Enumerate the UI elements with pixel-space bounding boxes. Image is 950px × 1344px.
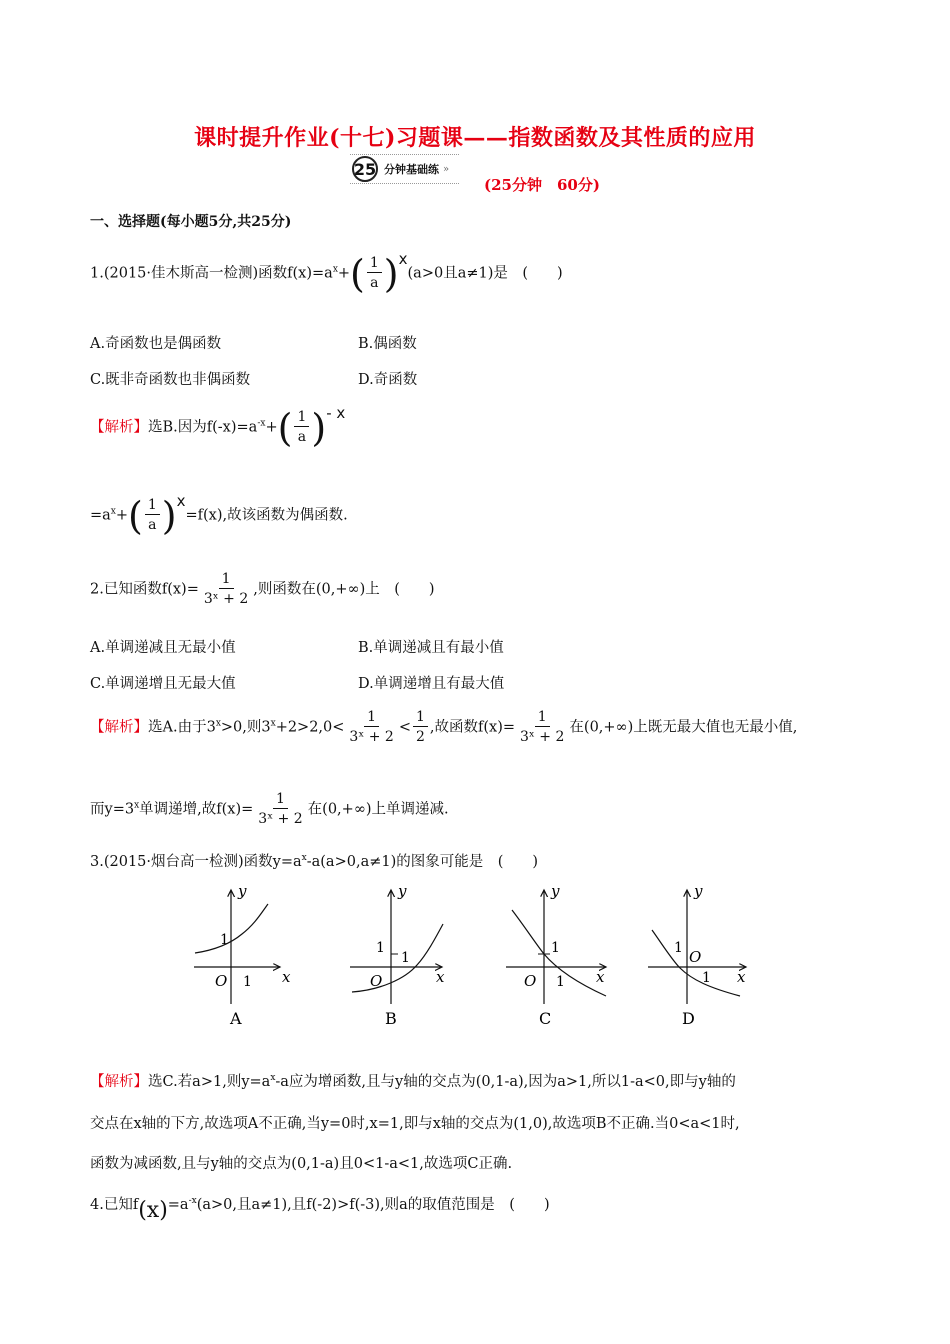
q1-option-d: D.奇函数 — [358, 372, 418, 388]
tick-label-y: 1 — [376, 940, 385, 956]
badge-number: 25 — [352, 156, 378, 182]
analysis-tag: 【解析】 — [90, 719, 148, 736]
graph-a — [194, 882, 291, 1028]
q1-stem: 1.(2015·佳木斯高一检测)函数$f(x)=a^x+$ ( $\frac{1}{a}$ ) x(a>0且a≠1)是 ( ) — [90, 249, 563, 296]
graph-label: D — [682, 1009, 695, 1028]
axis-label-y: y — [398, 882, 407, 900]
axis-label-x: x — [436, 968, 445, 986]
q4-stem: 4.已知$f(x)=a^{-x}(a>0$,且a≠1),且f(-2)>f(-3),则a的取值范围是 ( ) — [90, 1196, 550, 1223]
page-title: 课时提升作业(十七)习题课——指数函数及其性质的应用 — [194, 125, 756, 151]
axis-label-y: y — [238, 882, 247, 900]
tick-label-x: 1 — [243, 974, 252, 990]
q2-option-d: D.单调递增且有最大值 — [358, 676, 505, 692]
origin-label: O — [524, 972, 537, 990]
origin-label: O — [370, 972, 383, 990]
q2-analysis: 【解析】选A.由于$3^x>0$,则$3^x+2>2,0<$ $\frac{1}{\text{3ˣ + 2}}$ < $\frac{1}{2}$ ,故函数f(x)= $\frac{1}{\text{3ˣ + 2}}$ 在(0,+∞)上既无最大值也无最小值, — [90, 709, 798, 745]
origin-label: O — [689, 948, 702, 966]
graph-c — [506, 882, 606, 1028]
q1-option-c: C.既非奇函数也非偶函数 — [90, 372, 251, 388]
axis-label-y: y — [694, 882, 703, 900]
axis-label-x: x — [596, 968, 605, 986]
analysis-tag: 【解析】 — [90, 1074, 148, 1090]
time-badge — [352, 156, 449, 182]
chevron-right-icon: » — [443, 163, 450, 175]
q3-analysis: 【解析】选C.若a>1,则$y=a^x-a$应为增函数,且与y轴的交点为(0,1-a),因为a>1,所以1-a<0,即与y轴的 — [90, 1073, 736, 1090]
graph-d — [648, 882, 746, 1028]
q3-stem: 3.(2015·烟台高一检测)函数$y=a^x-a(a>0,a\ne 1)$的图象可能是 ( ) — [90, 853, 539, 870]
q1-analysis: 【解析】选B.因为$f(-x)=a^{-x}+$ ( $\frac{1}{a}$ ) - x — [90, 403, 346, 450]
q1-analysis-line2: $=a^x+$ ( $\frac{1}{a}$ ) x=f(x),故该函数为偶函数. — [90, 491, 348, 538]
tick-label-x: 1 — [702, 970, 711, 986]
q2-option-c: C.单调递增且无最大值 — [90, 676, 236, 692]
time-info: (25分钟 60分) — [484, 176, 600, 194]
q3-graphs — [180, 882, 760, 1032]
q1-option-b: B.偶函数 — [358, 336, 417, 352]
q2-option-b: B.单调递减且有最小值 — [358, 640, 504, 656]
tick-label-x: 1 — [401, 950, 410, 966]
badge-label: 分钟基础练 — [384, 163, 439, 176]
axis-label-x: x — [282, 968, 291, 986]
q3-analysis-line2: 交点在x轴的下方,故选项A不正确,当y=0时,x=1,即与x轴的交点为(1,0),故选项B不正确.当0<a<1时, — [90, 1116, 740, 1132]
q2-stem: 2.已知函数f(x)= $\frac{1}{\text{3ˣ + 2}}$ ,则函数在(0,+∞)上 ( ) — [90, 571, 435, 607]
q1-option-a: A.奇函数也是偶函数 — [90, 336, 222, 352]
tick-label-x: 1 — [556, 974, 565, 990]
graph-label: B — [385, 1009, 397, 1028]
tick-label-y: 1 — [674, 940, 683, 956]
section-heading: 一、选择题(每小题5分,共25分) — [90, 214, 292, 230]
analysis-tag: 【解析】 — [90, 419, 148, 436]
graph-label: C — [539, 1009, 552, 1028]
graph-b — [350, 882, 445, 1028]
origin-label: O — [215, 972, 228, 990]
tick-label-y: 1 — [220, 932, 229, 948]
q3-analysis-line3: 函数为减函数,且与y轴的交点为(0,1-a)且0<1-a<1,故选项C正确. — [90, 1156, 513, 1172]
tick-label-y: 1 — [551, 940, 560, 956]
q2-option-a: A.单调递减且无最小值 — [90, 640, 236, 656]
q2-analysis-line2: 而$y=3^x$单调递增,故f(x)= $\frac{1}{\text{3ˣ + 2}}$ 在(0,+∞)上单调递减. — [90, 791, 449, 827]
axis-label-y: y — [551, 882, 560, 900]
graph-label: A — [230, 1009, 242, 1028]
axis-label-x: x — [737, 968, 746, 986]
